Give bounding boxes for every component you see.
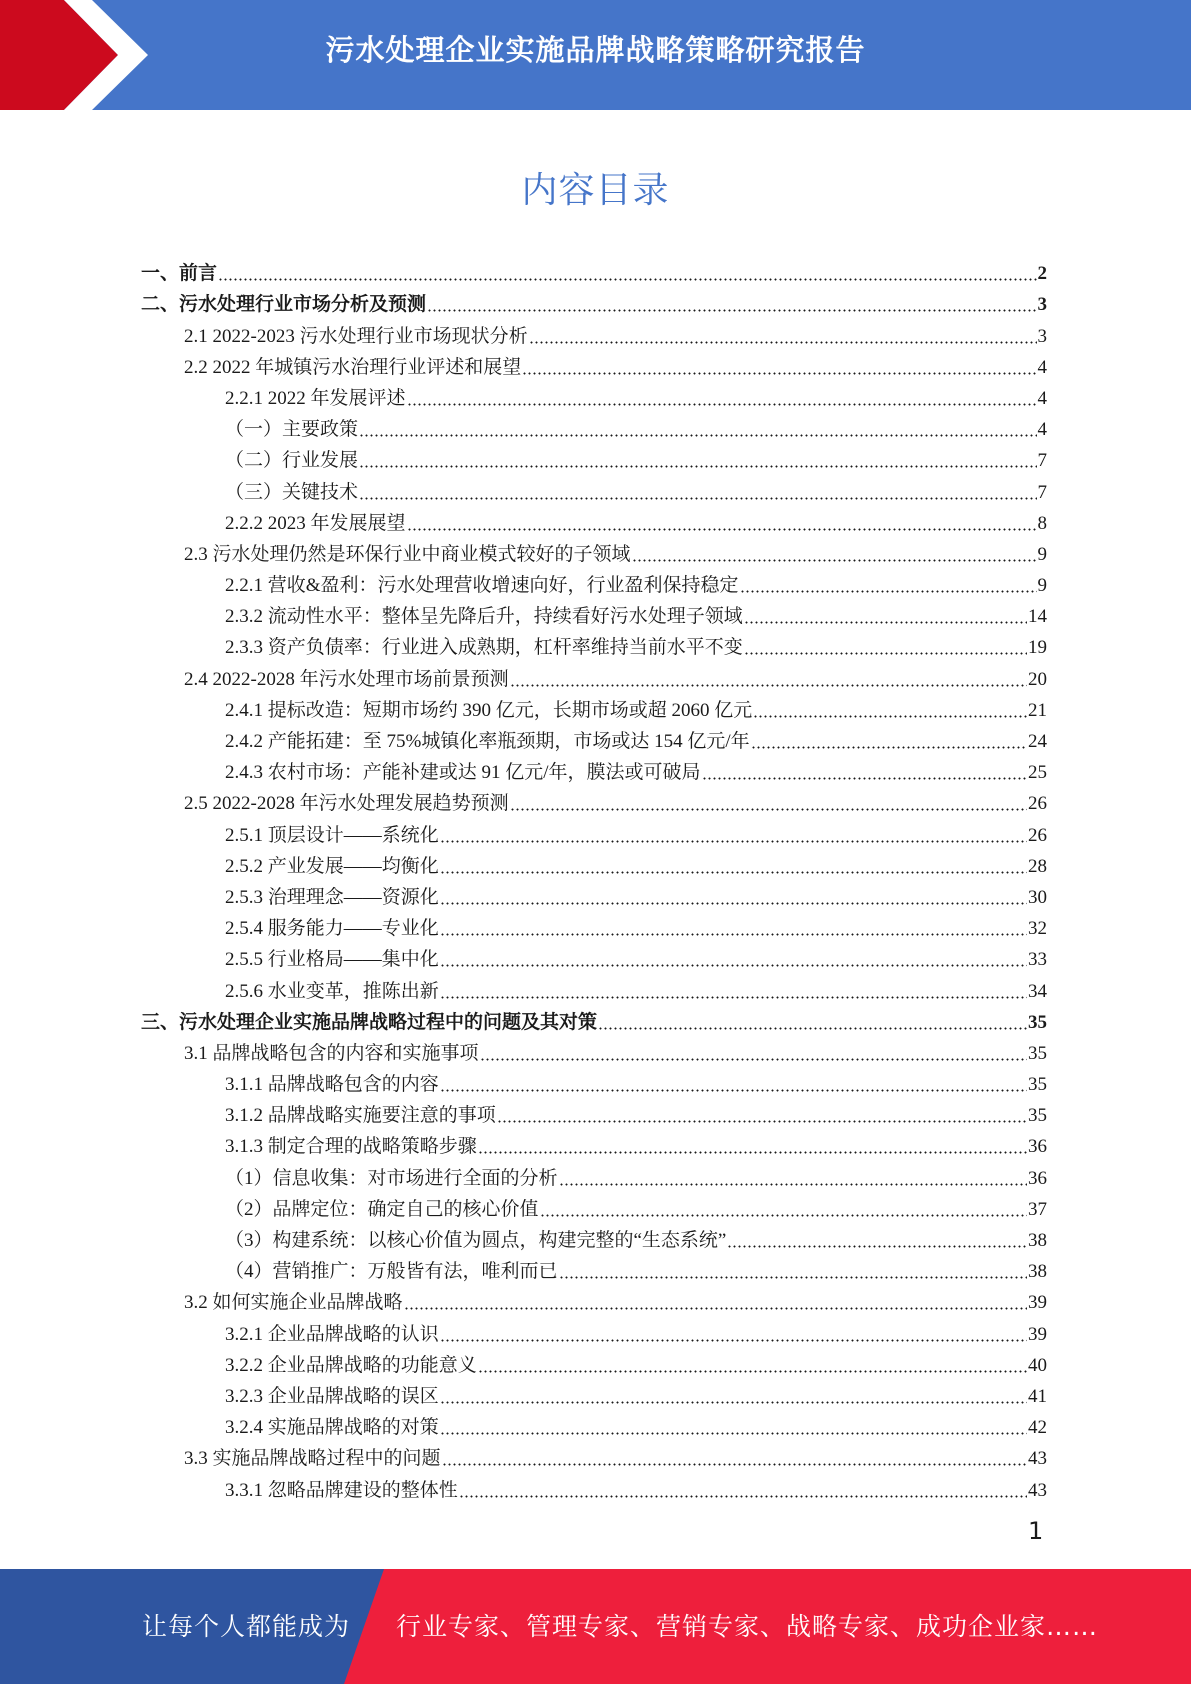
toc-dot-leader (727, 1245, 1027, 1248)
toc-entry[interactable] (141, 1314, 1047, 1345)
toc-entry-page: 7 (1037, 450, 1047, 472)
toc-entry-title: 2.5.1 顶层设计——系统化 (225, 824, 439, 846)
toc-entry-page: 2 (1037, 263, 1047, 285)
toc-entry[interactable] (141, 971, 1047, 1002)
toc-dot-leader (359, 465, 1036, 468)
toc-dot-leader (740, 590, 1037, 593)
toc-dot-leader (440, 871, 1027, 874)
toc-entry[interactable] (141, 1096, 1047, 1127)
toc-entry-title: 一、前言 (141, 263, 218, 285)
toc-dot-leader (753, 715, 1027, 718)
toc-entry-title: 2.2.2 2023 年发展展望 (225, 512, 406, 534)
toc-entry-page: 35 (1028, 1042, 1047, 1064)
toc-dot-leader (522, 372, 1036, 375)
toc-entry-title: 2.3.2 流动性水平：整体呈先降后升，持续看好污水处理子领域 (225, 606, 743, 628)
toc-dot-leader (540, 1214, 1027, 1217)
toc-entry-page: 4 (1037, 387, 1047, 409)
toc-entry-title: 2.5.5 行业格局——集中化 (225, 949, 439, 971)
toc-dot-leader (529, 341, 1037, 344)
toc-entry-title: 3.2.1 企业品牌战略的认识 (225, 1323, 439, 1345)
toc-entry-title: 2.5.6 水业变革，推陈出新 (225, 980, 439, 1002)
toc-entry-title: 2.2.1 2022 年发展评述 (225, 387, 406, 409)
toc-entry-title: 2.2.1 营收&盈利：污水处理营收增速向好，行业盈利保持稳定 (225, 575, 739, 597)
toc-entry-title: 2.5 2022-2028 年污水处理发展趋势预测 (184, 793, 509, 815)
toc-entry-page: 39 (1028, 1292, 1047, 1314)
toc-entry-page: 9 (1037, 543, 1047, 565)
toc-dot-leader (744, 621, 1027, 624)
toc-dot-leader (440, 964, 1027, 967)
toc-entry-title: 2.4.1 提标改造：短期市场约 390 亿元，长期市场或超 2060 亿元 (225, 699, 753, 721)
report-title: 污水处理企业实施品牌战略策略研究报告 (325, 33, 866, 67)
toc-entry-page: 30 (1028, 886, 1047, 908)
toc-entry-page: 24 (1028, 731, 1047, 752)
page-number: 1 (1028, 1517, 1044, 1545)
toc-entry-page: 32 (1028, 918, 1047, 940)
toc-entry-page: 39 (1028, 1323, 1047, 1345)
toc-dot-leader (478, 1151, 1027, 1154)
toc-entry[interactable] (141, 815, 1047, 846)
toc-entry[interactable] (141, 535, 1047, 566)
toc-dot-leader (440, 1401, 1027, 1404)
toc-dot-leader (440, 996, 1027, 999)
toc-entry[interactable] (141, 1470, 1047, 1501)
toc-entry[interactable] (141, 410, 1047, 441)
toc-dot-leader (359, 434, 1036, 437)
toc-entry-title: 3.3 实施品牌战略过程中的问题 (184, 1448, 441, 1470)
toc-entry-title: 2.4.3 农村市场：产能补建或达 91 亿元/年，膜法或可破局 (225, 762, 701, 784)
toc-entry[interactable] (141, 847, 1047, 878)
toc-dot-leader (440, 933, 1027, 936)
toc-dot-leader (442, 1463, 1027, 1466)
toc-entry[interactable] (141, 254, 1047, 285)
toc-entry[interactable] (141, 348, 1047, 379)
toc-entry[interactable] (141, 1252, 1047, 1283)
toc-entry[interactable] (141, 566, 1047, 597)
toc-entry-page: 26 (1028, 793, 1047, 815)
toc-entry-page: 25 (1028, 762, 1047, 784)
toc-entry[interactable] (141, 441, 1047, 472)
toc-entry-title: 2.3 污水处理仍然是环保行业中商业模式较好的子领域 (184, 543, 631, 565)
toc-entry[interactable] (141, 597, 1047, 628)
toc-entry-title: 2.5.2 产业发展——均衡化 (225, 855, 439, 877)
toc-dot-leader (440, 902, 1027, 905)
toc-entry[interactable] (141, 909, 1047, 940)
toc-dot-leader (702, 777, 1027, 780)
toc-dot-leader (751, 746, 1027, 749)
toc-dot-leader (440, 840, 1027, 843)
toc-entry-title: 3.1.1 品牌战略包含的内容 (225, 1074, 439, 1096)
toc-entry-title: 2.3.3 资产负债率：行业进入成熟期，杠杆率维持当前水平不变 (225, 637, 743, 659)
toc-dot-leader (440, 1432, 1027, 1435)
toc-entry-page: 14 (1028, 606, 1047, 628)
toc-entry-title: （1）信息收集：对市场进行全面的分析 (225, 1167, 558, 1189)
toc-entry-title: 3.2.3 企业品牌战略的误区 (225, 1385, 439, 1407)
toc-entry[interactable] (141, 722, 1047, 753)
toc-entry-page: 38 (1028, 1261, 1047, 1283)
footer-slogan-right: 行业专家、管理专家、营销专家、战略专家、成功企业家…… (396, 1612, 1099, 1641)
toc-dot-leader (559, 1276, 1027, 1279)
toc-heading: 内容目录 (521, 170, 670, 211)
toc-dot-leader (478, 1370, 1027, 1373)
toc-entry[interactable] (141, 1408, 1047, 1439)
toc-entry-title: 2.1 2022-2023 污水处理行业市场现状分析 (184, 325, 528, 347)
toc-entry-title: 3.2 如何实施企业品牌战略 (184, 1292, 403, 1314)
toc-dot-leader (497, 1120, 1027, 1123)
toc-dot-leader (510, 684, 1027, 687)
toc-entry[interactable] (141, 1158, 1047, 1189)
toc-entry-title: 二、污水处理行业市场分析及预测 (141, 294, 427, 316)
toc-entry[interactable] (141, 659, 1047, 690)
toc-entry-title: 3.1 品牌战略包含的内容和实施事项 (184, 1042, 479, 1064)
toc-entry[interactable] (141, 316, 1047, 347)
toc-entry-page: 35 (1028, 1011, 1047, 1033)
toc-entry-page: 26 (1028, 824, 1047, 846)
toc-entry-title: （三）关键技术 (225, 481, 359, 503)
toc-entry-title: 2.5.3 治理理念——资源化 (225, 886, 439, 908)
toc-dot-leader (359, 497, 1036, 500)
toc-entry-page: 21 (1028, 699, 1047, 721)
toc-dot-leader (407, 528, 1037, 531)
toc-entry-page: 9 (1037, 575, 1047, 597)
toc-entry-title: 2.5.4 服务能力——专业化 (225, 918, 439, 940)
toc-dot-leader (440, 1339, 1027, 1342)
toc-entry-page: 36 (1028, 1167, 1047, 1189)
toc-entry-title: （4）营销推广：万般皆有法，唯利而已 (225, 1261, 558, 1283)
toc-dot-leader (744, 652, 1027, 655)
toc-entry-title: 2.2 2022 年城镇污水治理行业评述和展望 (184, 356, 522, 378)
toc-entry-page: 33 (1028, 949, 1047, 971)
toc-entry[interactable] (141, 940, 1047, 971)
toc-dot-leader (510, 808, 1027, 811)
toc-entry[interactable] (141, 691, 1047, 722)
toc-entry-page: 40 (1028, 1354, 1047, 1376)
toc-entry-title: 3.2.4 实施品牌战略的对策 (225, 1417, 439, 1439)
toc-entry-page: 28 (1028, 855, 1047, 877)
toc-entry-page: 7 (1037, 481, 1047, 503)
toc-entry-page: 4 (1037, 419, 1047, 441)
toc-entry-title: 2.4 2022-2028 年污水处理市场前景预测 (184, 668, 509, 690)
toc-entry[interactable] (141, 1190, 1047, 1221)
toc-entry-page: 8 (1037, 512, 1047, 534)
toc-entry-page: 38 (1028, 1230, 1047, 1251)
toc-entry-page: 3 (1037, 325, 1047, 347)
toc-entry-page: 36 (1028, 1136, 1047, 1158)
toc-entry[interactable] (141, 472, 1047, 503)
toc-entry-title: 三、污水处理企业实施品牌战略过程中的问题及其对策 (141, 1011, 598, 1033)
toc-entry-title: （二）行业发展 (225, 450, 359, 472)
toc-entry[interactable] (141, 1283, 1047, 1314)
toc-entry-title: 3.1.3 制定合理的战略策略步骤 (225, 1136, 477, 1158)
toc-dot-leader (459, 1495, 1027, 1498)
toc-entry[interactable] (141, 379, 1047, 410)
toc-entry[interactable] (141, 753, 1047, 784)
toc-entry-title: 3.3.1 忽略品牌建设的整体性 (225, 1479, 458, 1501)
toc-entry-page: 43 (1028, 1448, 1047, 1470)
toc-entry[interactable] (141, 504, 1047, 535)
toc-dot-leader (404, 1307, 1027, 1310)
toc-entry-page: 42 (1028, 1417, 1047, 1439)
footer-slogan-left: 让每个人都能成为 (142, 1612, 351, 1641)
toc-entry[interactable] (141, 1377, 1047, 1408)
toc-entry[interactable] (141, 1221, 1047, 1252)
toc-dot-leader (407, 403, 1037, 406)
toc-entry[interactable] (141, 1127, 1047, 1158)
toc-entry-page: 34 (1028, 980, 1047, 1002)
toc-entry-page: 19 (1028, 637, 1047, 659)
toc-entry[interactable] (141, 1439, 1047, 1470)
toc-entry-title: （3）构建系统：以核心价值为圆点，构建完整的“生态系统” (225, 1230, 727, 1251)
toc-dot-leader (427, 309, 1036, 312)
toc-dot-leader (598, 1027, 1027, 1030)
toc-dot-leader (440, 1089, 1027, 1092)
toc-entry[interactable] (141, 285, 1047, 316)
toc-entry[interactable] (141, 628, 1047, 659)
page-footer (0, 1569, 1191, 1684)
toc-entry-page: 37 (1028, 1198, 1047, 1220)
toc-entry-title: （2）品牌定位：确定自己的核心价值 (225, 1198, 539, 1220)
toc-entry-title: 3.1.2 品牌战略实施要注意的事项 (225, 1105, 496, 1127)
table-of-contents (141, 254, 1047, 1502)
toc-entry-title: 3.2.2 企业品牌战略的功能意义 (225, 1354, 477, 1376)
toc-entry-page: 3 (1037, 294, 1047, 316)
toc-entry[interactable] (141, 1346, 1047, 1377)
toc-entry-title: （一）主要政策 (225, 419, 359, 441)
toc-entry-page: 20 (1028, 668, 1047, 690)
toc-entry[interactable] (141, 1034, 1047, 1065)
toc-dot-leader (218, 278, 1036, 281)
toc-entry[interactable] (141, 878, 1047, 909)
page-header (0, 0, 1191, 110)
toc-dot-leader (632, 559, 1037, 562)
toc-entry-page: 4 (1037, 356, 1047, 378)
toc-dot-leader (559, 1183, 1027, 1186)
toc-dot-leader (480, 1058, 1027, 1061)
toc-entry-page: 43 (1028, 1479, 1047, 1501)
toc-entry-page: 35 (1028, 1074, 1047, 1096)
toc-entry[interactable] (141, 1065, 1047, 1096)
toc-entry[interactable] (141, 1003, 1047, 1034)
toc-entry[interactable] (141, 784, 1047, 815)
toc-entry-page: 35 (1028, 1105, 1047, 1127)
toc-entry-page: 41 (1028, 1385, 1047, 1407)
toc-entry-title: 2.4.2 产能拓建：至 75%城镇化率瓶颈期，市场或达 154 亿元/年 (225, 731, 750, 752)
